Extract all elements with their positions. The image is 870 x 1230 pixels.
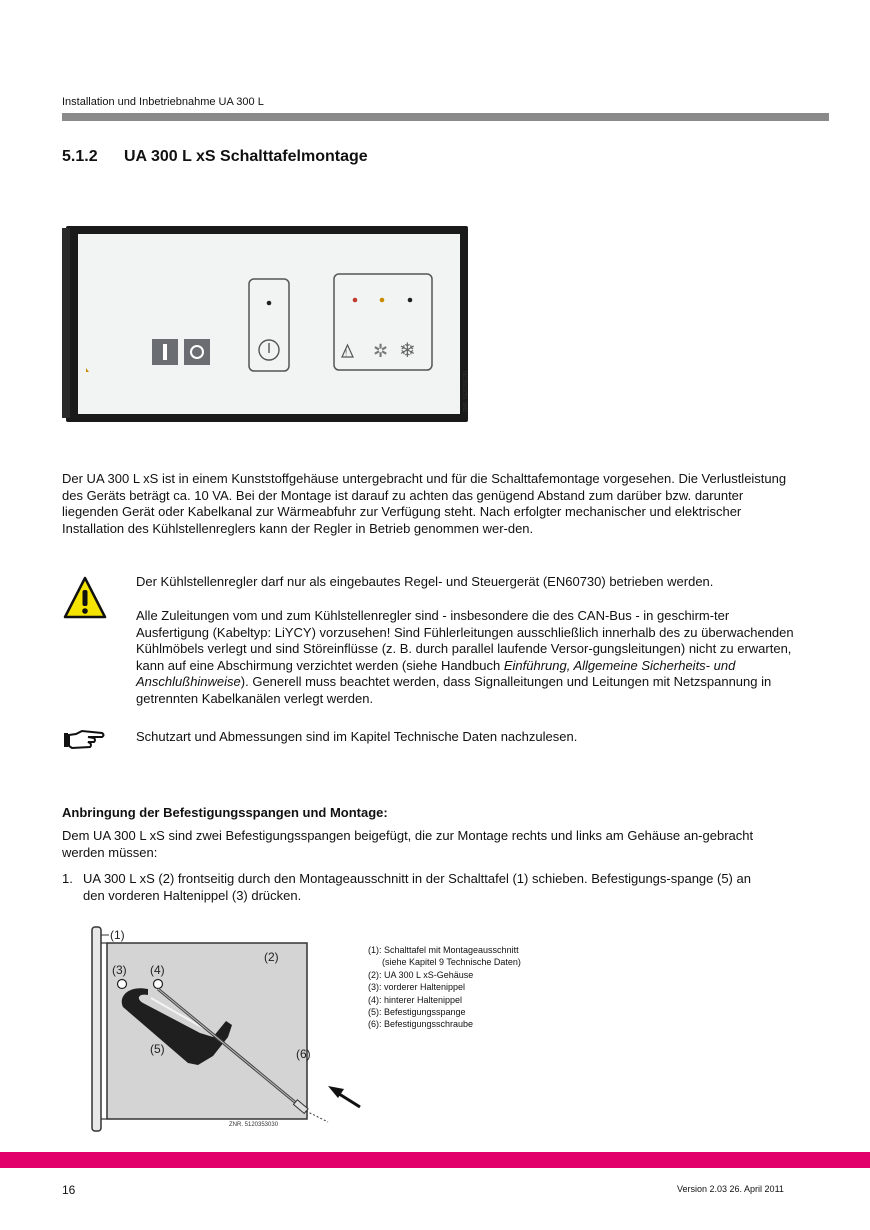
footer-bar xyxy=(0,1152,870,1168)
label-5: (5) xyxy=(150,1042,165,1056)
label-6: (6) xyxy=(296,1047,311,1061)
warning-text-2 xyxy=(136,608,796,708)
label-2: (2) xyxy=(264,950,279,964)
mounting-diagram xyxy=(88,925,370,1135)
running-header: Installation und Inbetriebnahme UA 300 L xyxy=(62,96,264,108)
rear-nipple-shape xyxy=(154,980,163,989)
label-4: (4) xyxy=(150,963,165,977)
snowflake-icon: ❄ xyxy=(399,340,416,362)
photo-znr: ZNR. 5120356730 xyxy=(463,371,469,412)
label-3: (3) xyxy=(112,963,127,977)
warning-text-2b: ). Generell muss beachtet werden, dass Signalleitungen und Leitungen mit Netzspannung in getrennten Kabelkanälen verlegt werden. xyxy=(136,674,772,706)
svg-text:!: ! xyxy=(345,348,348,358)
defrost-icon: ✲ xyxy=(373,341,389,361)
warning-text-2a: Alle Zuleitungen vom und zum Kühlstellenregler sind - insbesondere die des CAN-Bus - in geschirm-ter Ausfertigung (Kabeltyp: LiYCY) vorzusehen! Sind Fühlerleitungen ausschließlich innerhalb des zu überwachenden Kühlmöbels verlegt und sind Störeinflüsse (z. B. durch parallel laufende Versor-gungsleitungen) nicht zu erwarten, kann auf eine Abschirmung verzichtet werden (siehe Handbuch xyxy=(136,608,794,673)
section-number: 5.1.2 xyxy=(62,148,98,165)
pointing-hand-icon xyxy=(62,729,106,751)
off-button-icon xyxy=(184,339,210,365)
front-nipple-shape xyxy=(118,980,127,989)
label-1: (1) xyxy=(110,928,125,942)
header-rule xyxy=(62,113,829,121)
device-photo xyxy=(62,222,472,424)
legend-item: (2): UA 300 L xS-Gehäuse xyxy=(368,969,474,980)
panel-shape xyxy=(92,927,101,1131)
warning-text-1: Der Kühlstellenregler darf nur als eingebautes Regel- und Steuergerät (EN60730) betrieben werden. xyxy=(136,574,714,589)
list-number: 1. xyxy=(62,871,73,886)
section-title: UA 300 L xS Schalttafelmontage xyxy=(124,148,368,165)
version-info: Version 2.03 26. April 2011 xyxy=(677,1184,784,1194)
legend-item: (3): vorderer Haltenippel xyxy=(368,982,466,993)
legend-item: (4): hinterer Haltenippel xyxy=(368,994,463,1005)
note-text: Schutzart und Abmessungen sind im Kapitel Technische Daten nachzulesen. xyxy=(136,729,578,744)
warning-text-2-italic: Einführung, Allgemeine Sicherheits- und Anschlußhinweise xyxy=(136,657,736,690)
diagram-legend xyxy=(368,944,521,1031)
mounting-intro: Dem UA 300 L xS sind zwei Befestigungsspangen beigefügt, die zur Montage rechts und links am Gehäuse an-gebracht werden müssen: xyxy=(62,828,754,860)
mounting-heading: Anbringung der Befestigungsspangen und Montage: xyxy=(62,805,388,820)
page-number: 16 xyxy=(62,1183,76,1197)
legend-item: (siehe Kapitel 9 Technische Daten) xyxy=(382,957,521,968)
intro-paragraph: Der UA 300 L xS ist in einem Kunststoffgehäuse untergebracht und für die Schalttafemontage vorgesehen. Die Verlustleistung des Geräts beträgt ca. 10 VA. Bei der Montage ist darauf zu achten das genügend Abstand zum darüber bzw. darunter liegenden Gerät oder Kabelkanal zur Wärmeabfuhr zur Verfügung steht. Nach erfolgter mechanischer und elektrischer Installation des Kühlstellenreglers kann der Regler in Betrieb genommen wer-den. xyxy=(62,471,787,536)
diagram-znr: ZNR. 5120353030 xyxy=(229,1122,279,1128)
section-heading xyxy=(62,148,368,166)
legend-item: (6): Befestigungsschraube xyxy=(368,1019,474,1030)
list-text: UA 300 L xS (2) frontseitig durch den Montageausschnitt in der Schalttafel (1) schieben. Befestigungs-spange (5) an den vorderen Haltenippel (3) drücken. xyxy=(83,871,751,903)
legend-item: (5): Befestigungsspange xyxy=(368,1007,466,1018)
warning-icon xyxy=(63,575,107,623)
legend-item: (1): Schalttafel mit Montageausschnitt xyxy=(368,945,519,955)
